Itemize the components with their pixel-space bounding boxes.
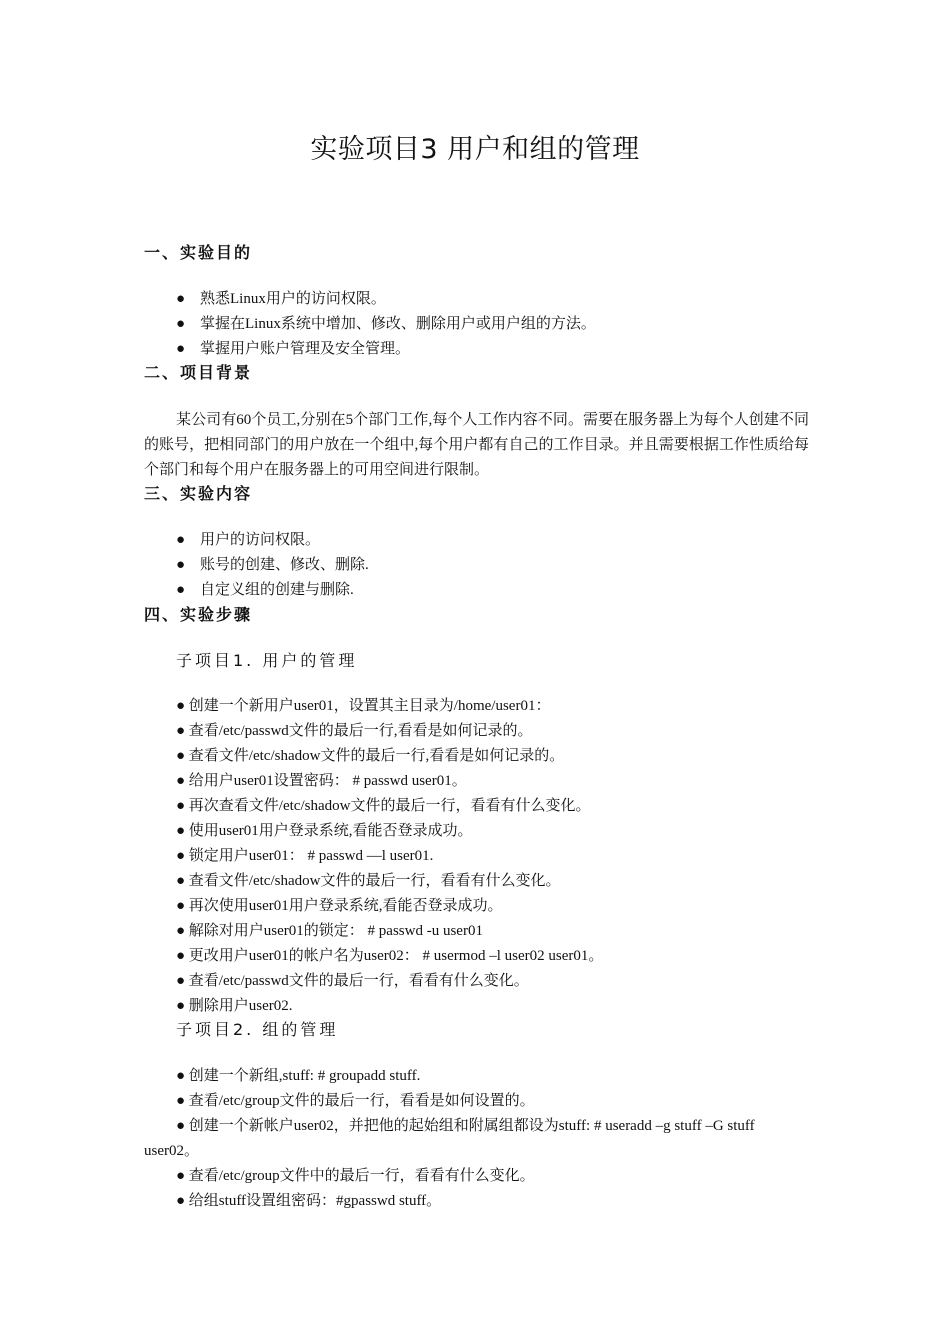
subproject-1-heading: 子项目1. 用户的管理	[176, 651, 358, 670]
bullet-icon: ●	[176, 557, 186, 573]
list-item: ● 查看/etc/group文件的最后一行，看看是如何设置的。	[176, 1093, 535, 1109]
list-item: ● 查看/etc/passwd文件的最后一行，看看有什么变化。	[176, 973, 529, 989]
list-item: ● 锁定用户user01： # passwd —l user01.	[176, 848, 434, 864]
list-item: ● 查看文件/etc/shadow文件的最后一行,看看是如何记录的。	[176, 748, 565, 764]
list-item: ● 再次查看文件/etc/shadow文件的最后一行，看看有什么变化。	[176, 798, 591, 814]
list-item: ● 自定义组的创建与删除.	[176, 578, 369, 603]
content-list	[176, 528, 369, 603]
list-item: ● 查看/etc/passwd文件的最后一行,看看是如何记录的。	[176, 723, 533, 739]
background-paragraph: 某公司有60个员工,分别在5个部门工作,每个人工作内容不同。需要在服务器上为每个人创建不同的账号，把相同部门的用户放在一个组中,每个用户都有自己的工作目录。并且需要根据工作性质给每个部门和每个用户在服务器上的可用空间进行限制。	[144, 412, 809, 478]
bullet-icon: ●	[176, 532, 186, 548]
list-item: ● 删除用户user02.	[176, 998, 293, 1014]
list-item: ● 掌握在Linux系统中增加、修改、删除用户或用户组的方法。	[176, 312, 596, 337]
subproject-2-steps	[144, 1064, 809, 1214]
bullet-icon: ●	[176, 582, 186, 598]
bullet-icon: ●	[176, 291, 186, 307]
list-item: ● 使用user01用户登录系统,看能否登录成功。	[176, 823, 473, 839]
list-item: ● 掌握用户账户管理及安全管理。	[176, 337, 596, 362]
subproject-2-heading: 子项目2. 组的管理	[176, 1020, 339, 1039]
subproject-1-steps	[144, 694, 809, 1019]
list-item: ● 创建一个新用户user01，设置其主目录为/home/user01：	[176, 698, 551, 714]
section-heading-content: 三、实验内容	[144, 484, 253, 503]
list-item: ● 查看文件/etc/shadow文件的最后一行，看看有什么变化。	[176, 873, 561, 889]
list-item: ● 更改用户user01的帐户名为user02： # usermod –l user02 user01。	[176, 948, 604, 964]
list-item: ● 查看/etc/group文件中的最后一行，看看有什么变化。	[176, 1168, 535, 1184]
bullet-icon: ●	[176, 341, 186, 357]
list-item: ● 给组stuff设置组密码：#gpasswd stuff。	[176, 1193, 442, 1209]
list-item: ● 熟悉Linux用户的访问权限。	[176, 287, 596, 312]
section-heading-steps: 四、实验步骤	[144, 605, 253, 624]
section-heading-background: 二、项目背景	[144, 363, 253, 382]
list-item: ● 用户的访问权限。	[176, 528, 369, 553]
list-item: ● 创建一个新组,stuff: # groupadd stuff.	[176, 1068, 421, 1084]
list-item: ● 给用户user01设置密码： # passwd user01。	[176, 773, 467, 789]
bullet-icon: ●	[176, 316, 186, 332]
list-item: ● 解除对用户user01的锁定： # passwd -u user01	[176, 923, 483, 939]
section-heading-purpose: 一、实验目的	[144, 243, 253, 262]
list-item: ● 再次使用user01用户登录系统,看能否登录成功。	[176, 898, 503, 914]
list-item: ● 创建一个新帐户user02，并把他的起始组和附属组都设为stuff: # useradd –g stuff –G stuff user02。	[144, 1118, 755, 1159]
purpose-list	[176, 287, 596, 362]
page-title: 实验项目3 用户和组的管理	[310, 134, 640, 165]
list-item: ● 账号的创建、修改、删除.	[176, 553, 369, 578]
